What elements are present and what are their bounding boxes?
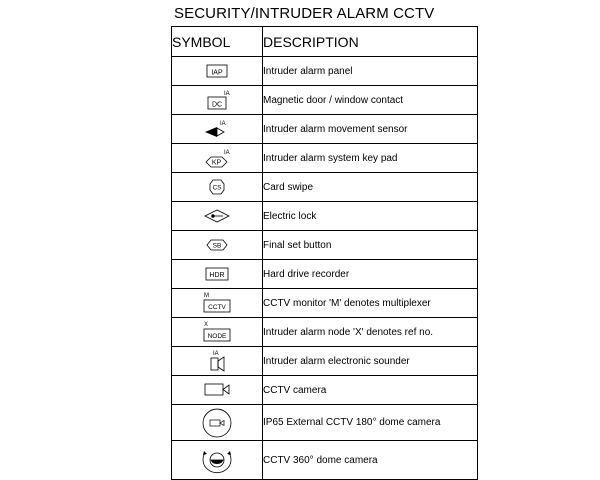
table-row — [172, 173, 478, 202]
table-row — [172, 318, 478, 347]
table-row — [172, 405, 478, 441]
symbol-text: CCTV — [208, 304, 226, 311]
row-description: Electric lock — [263, 202, 478, 231]
row-description: Card swipe — [263, 173, 478, 202]
dome-camera-360-icon — [195, 443, 239, 477]
cctv-camera-icon — [197, 380, 237, 400]
door-window-contact-icon — [197, 88, 237, 112]
symbol-text: SB — [212, 242, 222, 250]
row-description: Intruder alarm movement sensor — [263, 115, 478, 144]
movement-sensor-icon — [197, 117, 237, 141]
superscript-label: IA — [224, 91, 230, 97]
table-row — [172, 231, 478, 260]
symbol-text: IAP — [211, 69, 223, 77]
row-description: Intruder alarm electronic sounder — [263, 347, 478, 376]
row-description: Intruder alarm node 'X' denotes ref no. — [263, 318, 478, 347]
symbol-legend-table — [171, 26, 478, 480]
table-row — [172, 57, 478, 86]
row-description: Magnetic door / window contact — [263, 86, 478, 115]
final-set-button-icon — [197, 234, 237, 256]
card-swipe-icon — [197, 176, 237, 198]
symbol-column-header: SYMBOL — [172, 27, 263, 57]
key-pad-icon — [197, 146, 237, 170]
superscript-label: M — [204, 293, 209, 299]
dome-camera-180-icon — [197, 406, 237, 440]
symbol-text: KP — [211, 159, 222, 167]
intruder-alarm-panel-icon — [197, 61, 237, 81]
superscript-label: IA — [220, 121, 226, 127]
description-column-header: DESCRIPTION — [263, 27, 478, 57]
row-description: Final set button — [263, 231, 478, 260]
row-description: CCTV camera — [263, 376, 478, 405]
superscript-label: IA — [224, 150, 230, 156]
symbol-text: CS — [212, 184, 222, 192]
superscript-label: X — [204, 322, 209, 328]
table-header-row — [172, 27, 478, 57]
symbol-text: DC — [211, 101, 223, 109]
table-row — [172, 441, 478, 480]
electronic-sounder-icon — [197, 348, 237, 374]
electric-lock-icon — [197, 205, 237, 227]
table-row — [172, 115, 478, 144]
table-row — [172, 347, 478, 376]
row-description: Intruder alarm system key pad — [263, 144, 478, 173]
table-row — [172, 202, 478, 231]
alarm-node-icon — [197, 319, 237, 345]
row-description: Hard drive recorder — [263, 260, 478, 289]
row-description: IP65 External CCTV 180° dome camera — [263, 405, 478, 441]
table-row — [172, 376, 478, 405]
table-row — [172, 86, 478, 115]
row-description: CCTV monitor 'M' denotes multiplexer — [263, 289, 478, 318]
cctv-monitor-icon — [197, 290, 237, 316]
row-description: Intruder alarm panel — [263, 57, 478, 86]
hard-drive-recorder-icon — [197, 264, 237, 284]
table-row — [172, 260, 478, 289]
superscript-label: IA — [213, 351, 219, 357]
page-title: SECURITY/INTRUDER ALARM CCTV — [174, 5, 435, 22]
row-description: CCTV 360° dome camera — [263, 441, 478, 480]
symbol-text: HDR — [209, 272, 225, 279]
table-row — [172, 144, 478, 173]
table-row — [172, 289, 478, 318]
symbol-text: NODE — [207, 333, 227, 340]
